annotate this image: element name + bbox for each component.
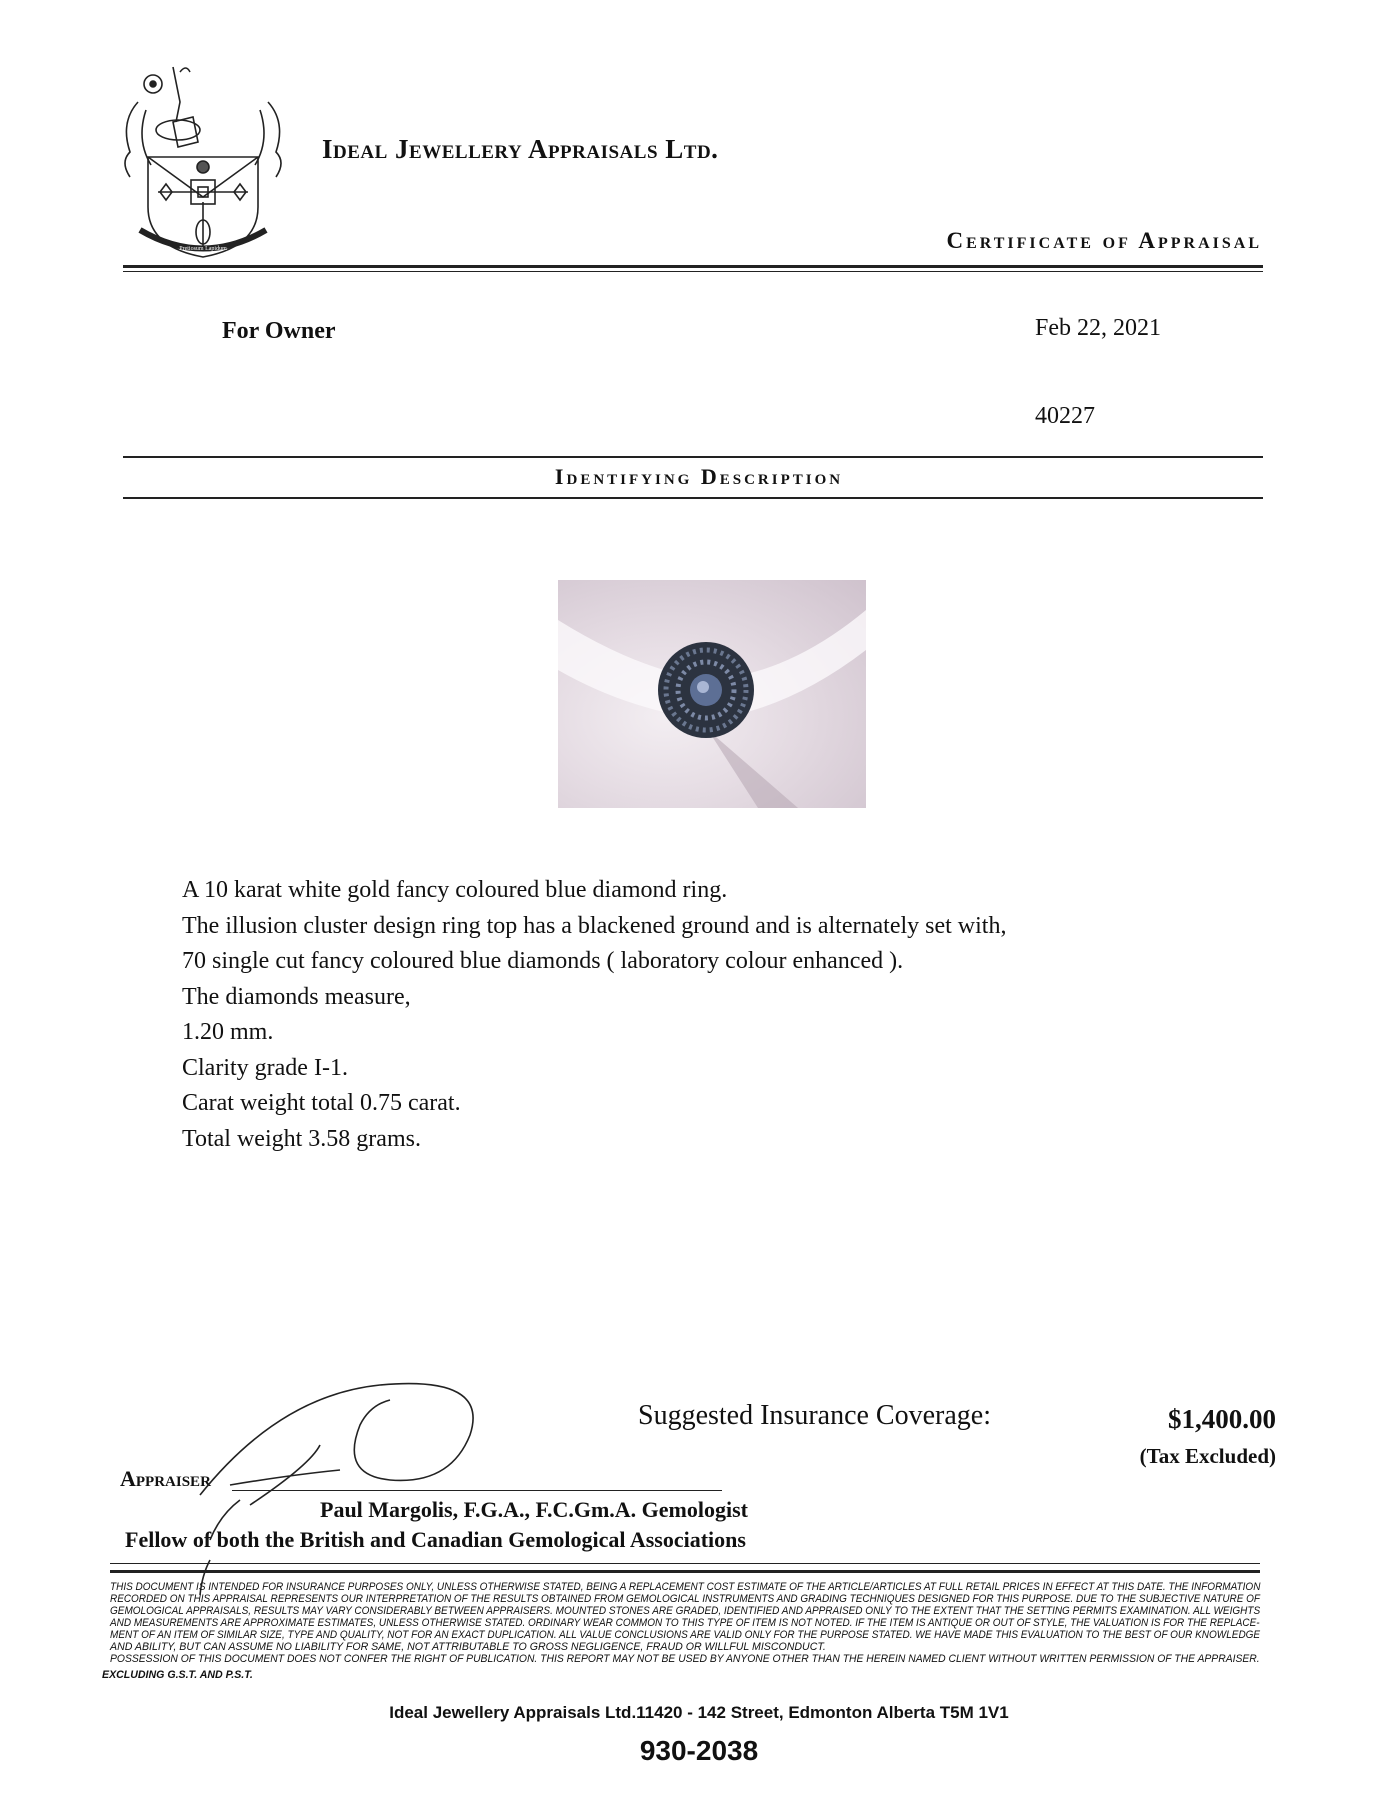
- item-description: [182, 873, 1006, 1157]
- insurance-coverage-label: Suggested Insurance Coverage:: [638, 1400, 991, 1431]
- legal-disclaimer: [110, 1581, 1260, 1665]
- footer-rule-thick: [110, 1570, 1260, 1573]
- appraiser-name: Paul Margolis, F.G.A., F.C.Gm.A. Gemologist: [320, 1497, 748, 1522]
- description-line: The illusion cluster design ring top has a blackened ground and is alternately set with,: [182, 912, 1007, 939]
- disclaimer-line: RECORDED ON THIS APPRAISAL REPRESENTS OUR INTERPRETATION OF THE RESULTS OBTAINED FROM GEMOLOGICAL INSTRUMENTS AND GRADING TECHNIQUES DESIGNED FOR THIS PURPOSE. DUE TO THE SUBJECTIVE NATURE OF: [110, 1593, 1260, 1605]
- disclaimer-line: POSSESSION OF THIS DOCUMENT DOES NOT CONFER THE RIGHT OF PUBLICATION. THIS REPORT MAY NOT BE USED BY ANYONE OTHER THAN THE HEREIN NAMED CLIENT WITHOUT WRITTEN PERMISSION OF THE APPRAISER.: [110, 1653, 1260, 1665]
- header-rule-thick: [123, 265, 1263, 268]
- description-line: Carat weight total 0.75 carat.: [182, 1090, 461, 1116]
- section-title: Identifying Description: [554, 464, 844, 489]
- coat-of-arms-logo: [118, 62, 288, 262]
- description-line: A 10 karat white gold fancy coloured blue diamond ring.: [182, 877, 728, 903]
- description-line: Clarity grade I-1.: [182, 1054, 348, 1081]
- company-address: Ideal Jewellery Appraisals Ltd.11420 - 142 Street, Edmonton Alberta T5M 1V1: [389, 1703, 1009, 1722]
- recipient: For Owner: [222, 318, 336, 344]
- ring-photo: [558, 580, 866, 808]
- description-line: 70 single cut fancy coloured blue diamonds ( laboratory colour enhanced ).: [182, 948, 904, 974]
- disclaimer-line: AND MEASUREMENTS ARE APPROXIMATE ESTIMATES, UNLESS OTHERWISE STATED. ORDINARY WEAR COMMON TO THIS TYPE OF ITEM IS NOT NOTED. IF THE ITEM IS ANTIQUE OR OUT OF STYLE, THE VALUATION IS FOR THE REPLACE-: [110, 1617, 1260, 1629]
- logo-motto: Pretiosum Lapidum: [179, 246, 227, 252]
- description-line: The diamonds measure,: [182, 983, 411, 1010]
- disclaimer-line: AND ABILITY, BUT CAN ASSUME NO LIABILITY FOR SAME, NOT ATTRIBUTABLE TO GROSS NEGLIGENCE, FRAUD OR WILLFUL MISCONDUCT.: [110, 1641, 826, 1653]
- company-name: Ideal Jewellery Appraisals Ltd.: [322, 134, 719, 164]
- disclaimer-line: THIS DOCUMENT IS INTENDED FOR INSURANCE PURPOSES ONLY, UNLESS OTHERWISE STATED, BEING A REPLACEMENT COST ESTIMATE OF THE ARTICLE/ARTICLES AT FULL RETAIL PRICES IN EFFECT AT THIS DATE. THE INFORMATION: [110, 1581, 1261, 1593]
- insurance-amount: $1,400.00: [1168, 1404, 1276, 1434]
- section-rule-top: [123, 456, 1263, 458]
- appraiser-label: Appraiser: [120, 1466, 211, 1491]
- appraiser-signature: [190, 1365, 530, 1595]
- certificate-number: 40227: [1035, 403, 1095, 429]
- appraisal-date: Feb 22, 2021: [1035, 315, 1161, 341]
- tax-note: (Tax Excluded): [1139, 1444, 1276, 1468]
- description-line: Total weight 3.58 grams.: [182, 1125, 421, 1152]
- document-type: Certificate of Appraisal: [946, 228, 1262, 253]
- tax-exclusion-note: EXCLUDING G.S.T. AND P.S.T.: [102, 1669, 253, 1681]
- appraiser-fellowship: Fellow of both the British and Canadian Gemological Associations: [125, 1527, 746, 1552]
- description-line: 1.20 mm.: [182, 1019, 274, 1045]
- disclaimer-line: GEMOLOGICAL APPRAISALS, RESULTS MAY VARY CONSIDERABLY BETWEEN APPRAISERS. MOUNTED STONES ARE GRADED, IDENTIFIED AND APPRAISED ONLY TO THE EXTENT THAT THE SETTING PERMITS EXAMINATION. ALL WEIGHTS: [110, 1605, 1261, 1617]
- disclaimer-line: MENT OF AN ITEM OF SIMILAR SIZE, TYPE AND QUALITY, NOT FOR AN EXACT DUPLICATION. ALL VALUE CONCLUSIONS ARE VALID ONLY FOR THE PURPOSE STATED. WE HAVE MADE THIS EVALUATION TO THE BEST OF OUR KNOWLEDGE: [110, 1629, 1261, 1641]
- company-phone: 930-2038: [639, 1735, 759, 1766]
- header-rule-thin: [123, 271, 1263, 272]
- footer-rule-thin: [110, 1563, 1260, 1564]
- section-rule-bottom: [123, 497, 1263, 499]
